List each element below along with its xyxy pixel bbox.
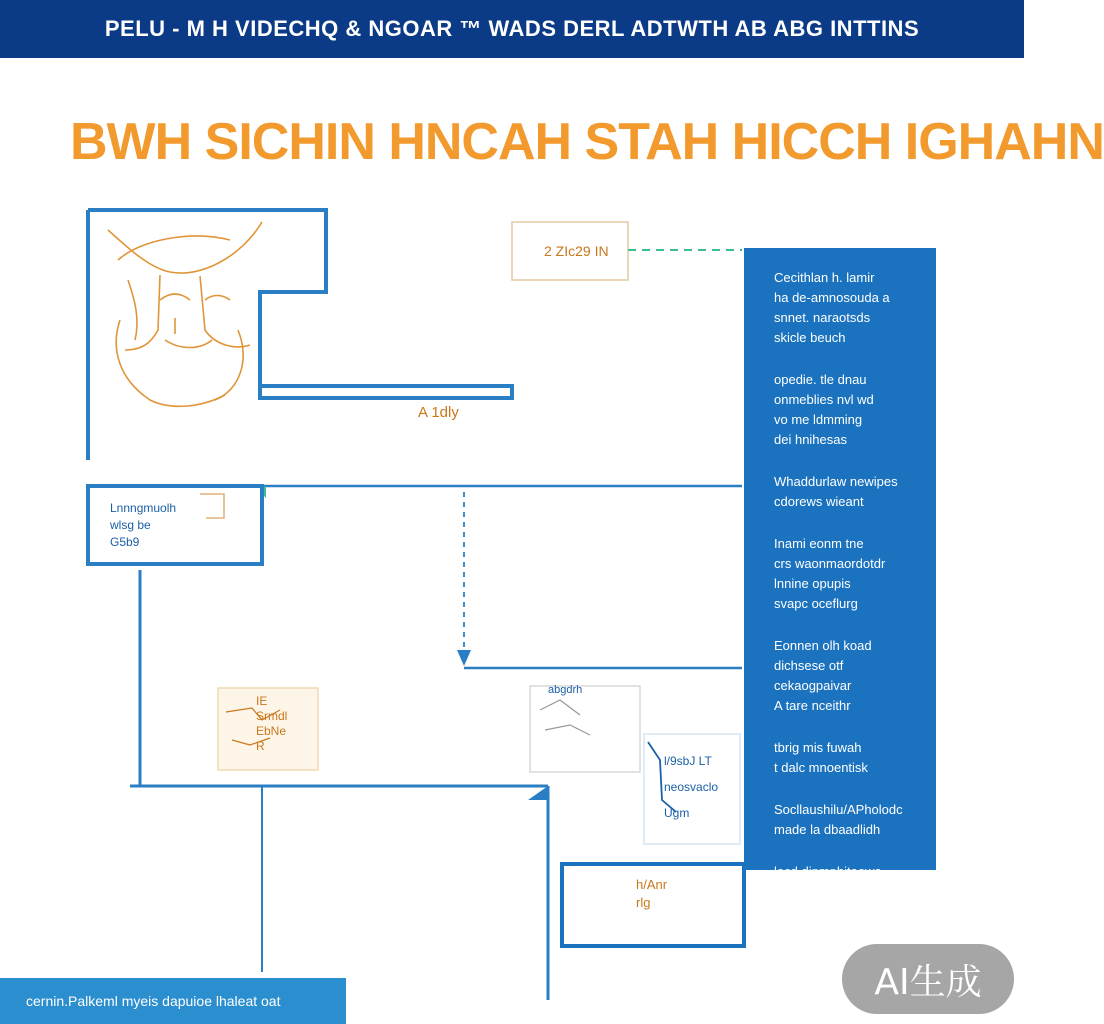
top-left-frame [88, 210, 512, 398]
left-box-label: Lnnngmuolh wlsg be G5b9 [110, 501, 177, 549]
header-title: PELU - M H VIDECHQ & NGOAR ™ WADS DERL ADTWTH AB ABG INTTINS [104, 16, 920, 41]
bottom-box-label: h/Anr rlg [636, 877, 668, 910]
middle-doc-label: IE Srmdl EbNe R [256, 694, 288, 753]
ai-badge-text: AI生成 [874, 961, 982, 1003]
side-panel-paragraph: Whaddurlaw newipes cdorews wieant [774, 474, 898, 509]
footer-text: cernin.Palkeml myeis dapuioe lhaleat oat [26, 993, 281, 1009]
dashed-drop-arrow [457, 650, 471, 666]
bottom-right-doc-label: abgdrh [548, 684, 583, 696]
side-panel-paragraph: Socllaushilu/APholodc made la dbaadlidh [774, 802, 903, 837]
side-panel-paragraph: Inami eonm tne crs waonmaordotdr lnnine opupis svapc oceflurg [774, 536, 886, 611]
top-tag-label: 2 ZIc29 IN [544, 243, 609, 259]
face-sketch-icon [108, 222, 262, 406]
side-panel-paragraph: Cecithlan h. lamir ha de-amnosouda a snnet. naraotsds skicle beuch [774, 270, 890, 345]
bottom-connector-arrow [528, 786, 548, 800]
gauge-label: l/9sbJ LT neosvaclo Ugm [664, 754, 719, 820]
bottom-right-doc-box [530, 686, 640, 772]
footer-bar [0, 978, 346, 1024]
side-panel-paragraph: opedie. tle dnau onmeblies nvl wd vo me ldmming dei hnihesas [774, 372, 874, 447]
side-panel-paragraph: locd dipmphitaewa celof ckrsunomaan [774, 864, 884, 899]
main-title: BWH SICHIN HNCAH STAH HICCH IGHAHN [70, 113, 1104, 171]
side-panel [744, 248, 936, 899]
side-panel-paragraph: Eonnen olh koad dichsese otf cekaogpaivar A tare nceithr [774, 638, 872, 713]
ai-generated-badge [842, 944, 1014, 1014]
under-face-label: A 1dly [418, 404, 459, 421]
side-panel-paragraph: tbrig mis fuwah t dalc mnoentisk [774, 740, 868, 775]
